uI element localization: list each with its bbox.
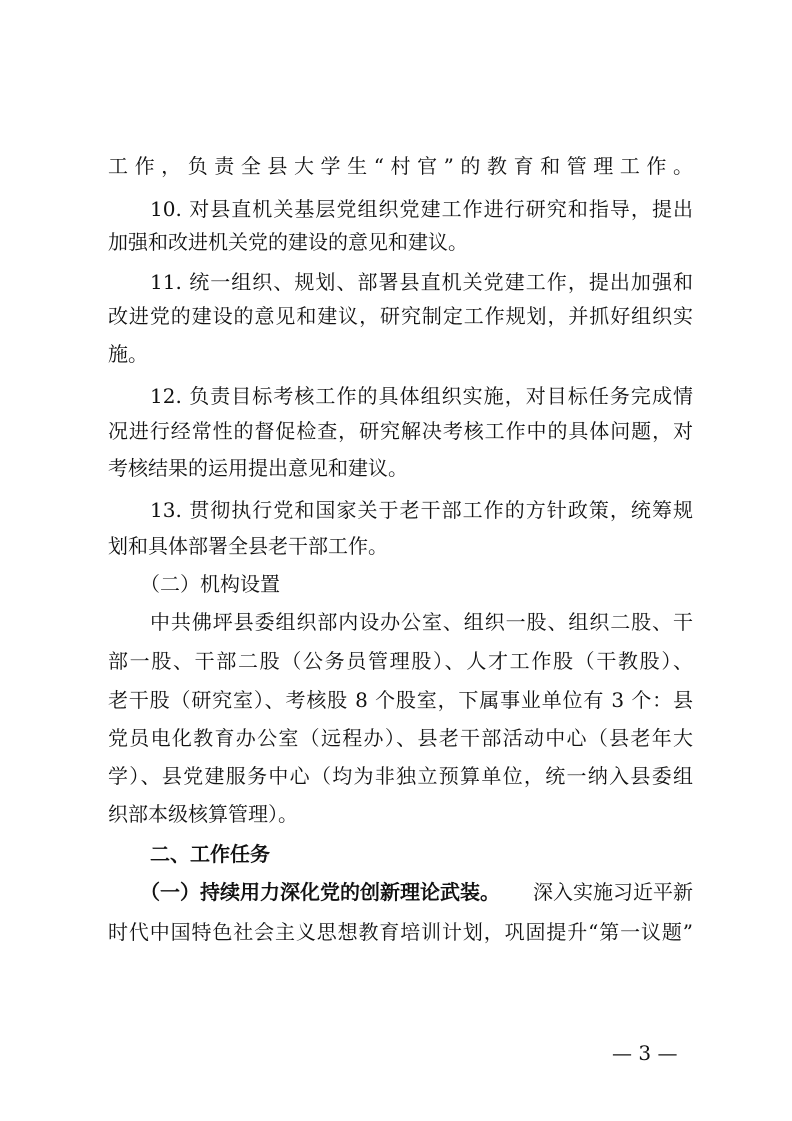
task-heading: （一）持续用力深化党的创新理论武装。: [140, 880, 500, 904]
paragraph-line: 10. 对县直机关基层党组织党建工作进行研究和指导，提出: [150, 197, 693, 221]
paragraph-line: 施。: [108, 342, 148, 366]
paragraph-line: 织部本级核算管理）。: [108, 802, 298, 826]
section-subheading: （二）机构设置: [140, 572, 280, 596]
paragraph-line: 划和具体部署全县老干部工作。: [108, 534, 388, 558]
paragraph-line: 老干股（研究室）、考核股 8 个股室，下属事业单位有 3 个：县: [108, 688, 693, 712]
paragraph-line: 时代中国特色社会主义思想教育培训计划，巩固提升“第一议题”: [108, 920, 693, 944]
paragraph-line: 13. 贯彻执行党和国家关于老干部工作的方针政策，统筹规: [150, 498, 693, 522]
section-heading: 二、工作任务: [150, 842, 270, 866]
paragraph-line: 11. 统一组织、规划、部署县直机关党建工作，提出加强和: [150, 270, 693, 294]
task-text: 深入实施习近平新: [533, 880, 693, 904]
paragraph-line: 改进党的建设的意见和建议，研究制定工作规划，并抓好组织实: [108, 304, 693, 328]
paragraph-line: [140, 877, 693, 907]
paragraph-line: 党员电化教育办公室（远程办）、县老干部活动中心（县老年大: [108, 726, 693, 750]
paragraph-line: 12. 负责目标考核工作的具体组织实施，对目标任务完成情: [150, 384, 693, 408]
page-number: — 3 —: [612, 1041, 678, 1065]
paragraph-line: 中共佛坪县委组织部内设办公室、组织一股、组织二股、干: [150, 610, 693, 634]
paragraph-line: 部一股、干部二股（公务员管理股）、人才工作股（干教股）、: [108, 649, 693, 673]
paragraph-line: 工作，负责全县大学生“村官”的教育和管理工作。: [108, 154, 693, 178]
paragraph-line: 学）、县党建服务中心（均为非独立预算单位，统一纳入县委组: [108, 764, 693, 788]
paragraph-line: 加强和改进机关党的建设的意见和建议。: [108, 230, 468, 254]
paragraph-line: 况进行经常性的督促检查，研究解决考核工作中的具体问题，对: [108, 419, 693, 443]
paragraph-line: 考核结果的运用提出意见和建议。: [108, 456, 408, 480]
